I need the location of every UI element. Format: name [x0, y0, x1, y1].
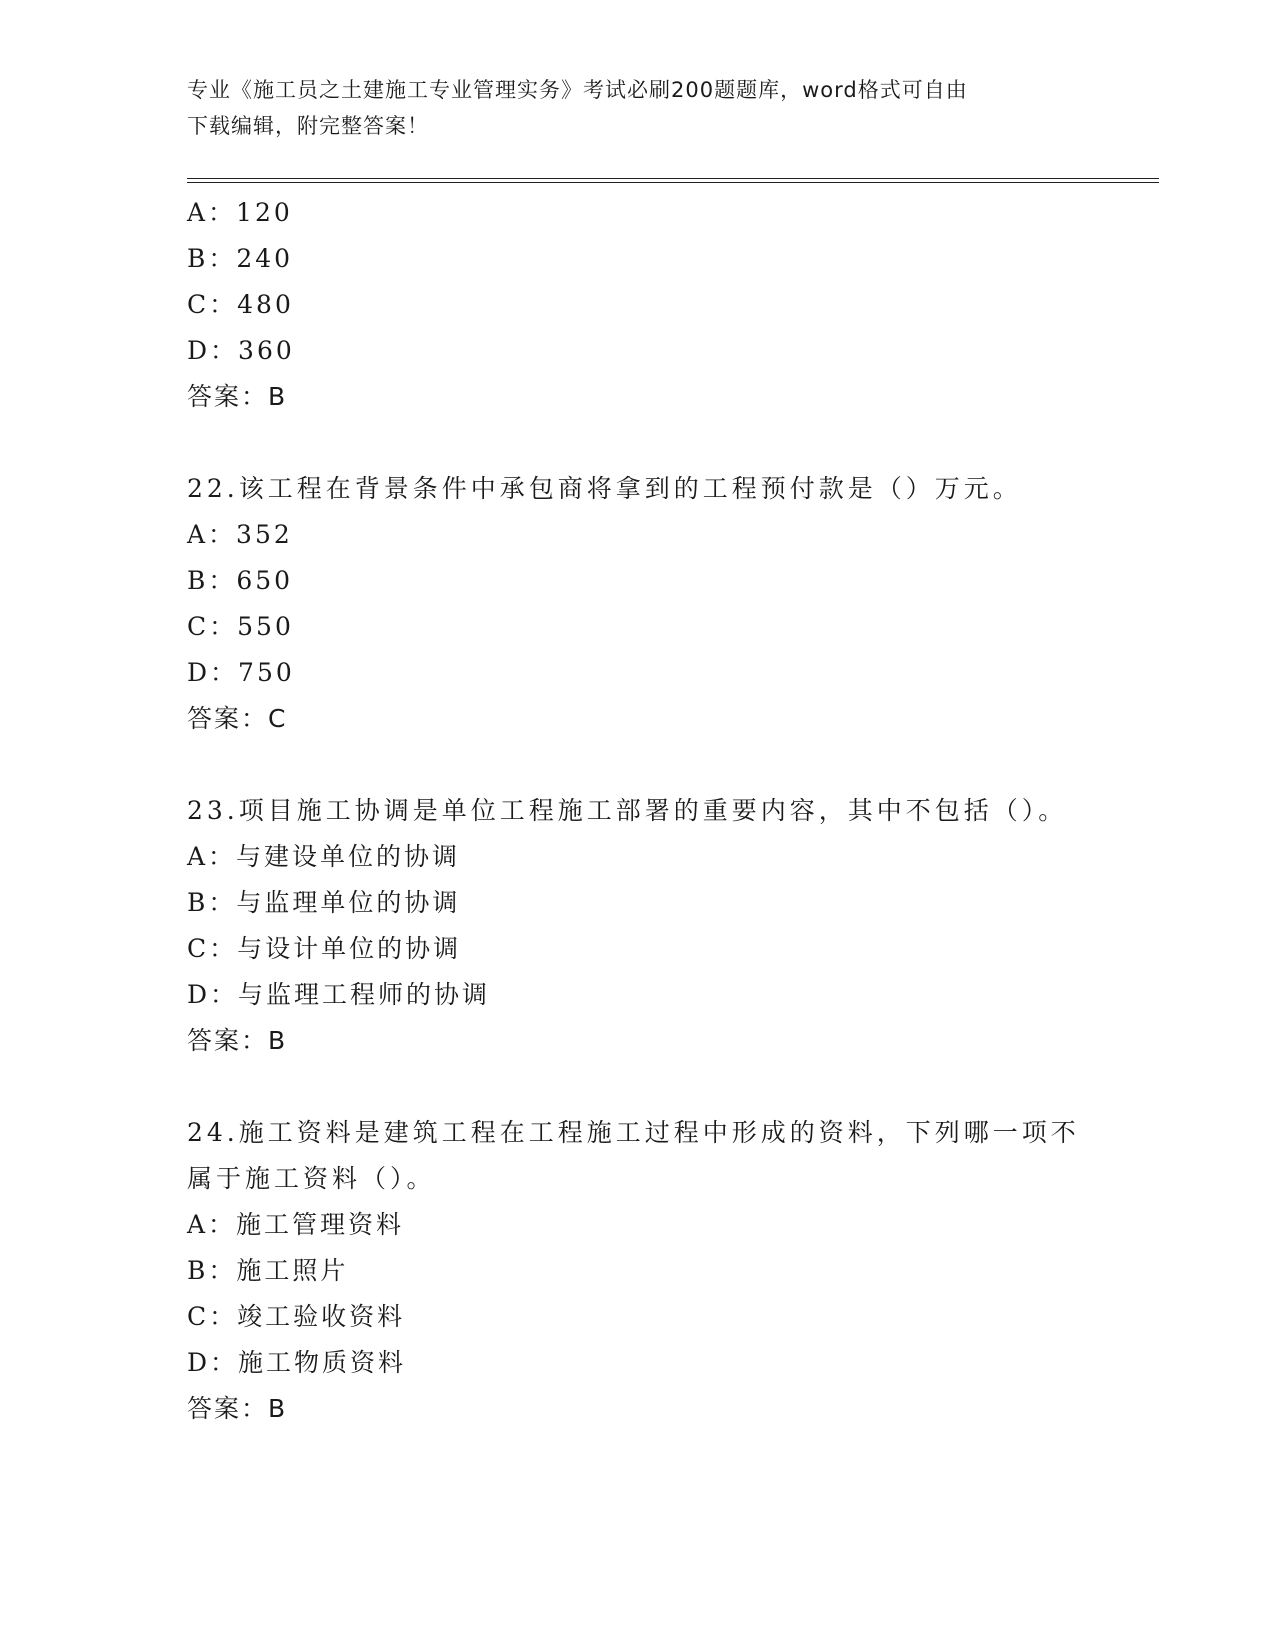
option-d: D：750: [187, 658, 295, 687]
option-c: C：480: [187, 290, 294, 319]
option-a: A：与建设单位的协调: [187, 842, 461, 871]
question-22: [187, 466, 1159, 742]
question-23: [187, 788, 1159, 1064]
option-b: B：650: [187, 566, 294, 595]
option-c: C：与设计单位的协调: [187, 934, 462, 963]
answer: 答案：C: [187, 704, 288, 733]
question-text: 22.该工程在背景条件中承包商将拿到的工程预付款是（）万元。: [187, 474, 1022, 503]
option-d: D：360: [187, 336, 295, 365]
option-d: D：与监理工程师的协调: [187, 980, 491, 1009]
option-a: A：施工管理资料: [187, 1210, 405, 1239]
option-c: C：550: [187, 612, 294, 641]
option-d: D：施工物质资料: [187, 1348, 407, 1377]
answer: 答案：B: [187, 1394, 288, 1423]
document-header: [187, 72, 1087, 144]
option-b: B：施工照片: [187, 1256, 349, 1285]
question-list: [187, 190, 1159, 1432]
question-text-line-2: 属于施工资料（）。: [187, 1164, 436, 1193]
option-a: A：352: [187, 520, 293, 549]
answer: 答案：B: [187, 382, 288, 411]
header-line-1: 专业《施工员之土建施工专业管理实务》考试必刷200题题库，word格式可自由: [187, 78, 968, 102]
option-a: A：120: [187, 198, 293, 227]
answer: 答案：B: [187, 1026, 288, 1055]
option-b: B：与监理单位的协调: [187, 888, 461, 917]
question-21: [187, 190, 1159, 420]
header-divider: [187, 178, 1159, 183]
question-text-line-1: 24.施工资料是建筑工程在工程施工过程中形成的资料，下列哪一项不: [187, 1118, 1080, 1147]
option-c: C：竣工验收资料: [187, 1302, 406, 1331]
question-text: 23.项目施工协调是单位工程施工部署的重要内容，其中不包括（）。: [187, 796, 1068, 825]
header-line-2: 下载编辑，附完整答案！: [187, 114, 429, 138]
question-24: [187, 1110, 1159, 1432]
option-b: B：240: [187, 244, 294, 273]
